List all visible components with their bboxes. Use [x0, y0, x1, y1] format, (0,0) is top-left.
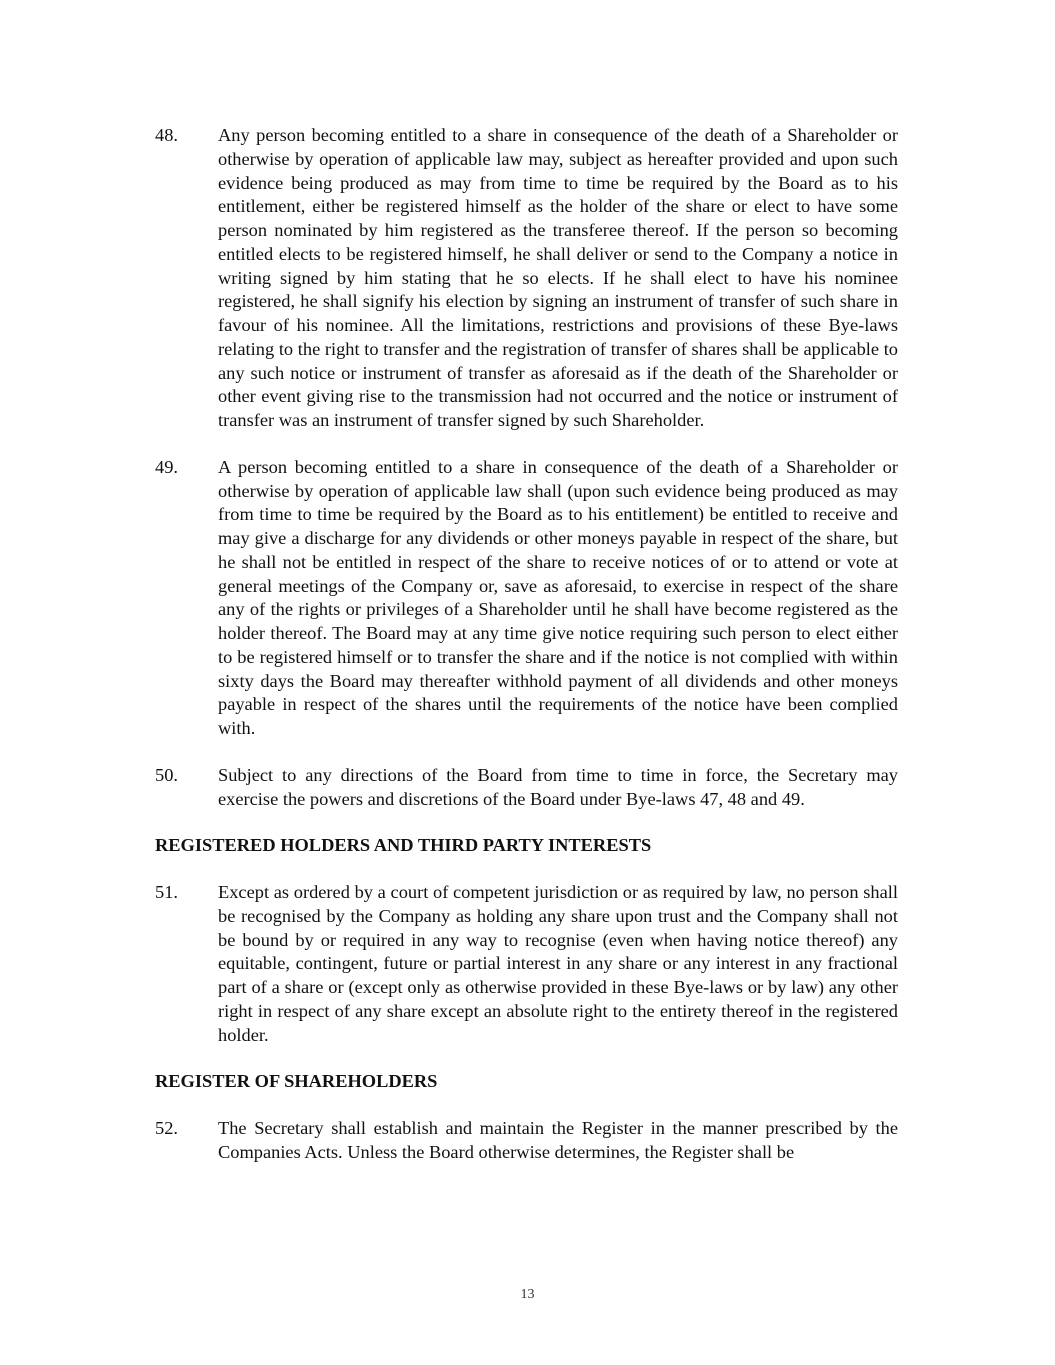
clause-number: 48.	[155, 125, 178, 145]
clause-49	[155, 456, 898, 741]
clause-text: Any person becoming entitled to a share in consequence of the death of a Shareholder or otherwise by operation of applicable law may, subject as hereafter provided and upon such evidence being produced as may from time to time be required by the Board as to his entitlement, either be registered himself as the holder of the share or elect to have some person nominated by him registered as the transferee thereof. If the person so becoming entitled elects to be registered himself, he shall deliver or send to the Company a notice in writing signed by him stating that he so elects. If he shall elect to have his nominee registered, he shall signify his election by signing an instrument of transfer of such share in favour of his nominee. All the limitations, restrictions and provisions of these Bye-laws relating to the right to transfer and the registration of transfer of shares shall be applicable to any such notice or instrument of transfer as aforesaid as if the death of the Shareholder or other event giving rise to the transmission had not occurred and the notice or instrument of transfer was an instrument of transfer signed by such Shareholder.	[218, 125, 898, 430]
clause-text: Except as ordered by a court of competent jurisdiction or as required by law, no person shall be recognised by the Company as holding any share upon trust and the Company shall not be bound by or required in any way to recognise (even when having notice thereof) any equitable, contingent, future or partial interest in any share or any interest in any fractional part of a share or (except only as otherwise provided in these Bye-laws or by law) any other right in respect of any share except an absolute right to the entirety thereof in the registered holder.	[218, 882, 898, 1045]
page-body	[155, 124, 898, 1165]
clause-51	[155, 881, 898, 1047]
clause-number: 52.	[155, 1118, 178, 1138]
clause-text: A person becoming entitled to a share in consequence of the death of a Shareholder or otherwise by operation of applicable law shall (upon such evidence being produced as may from time to time be required by the Board as to his entitlement) be entitled to receive and may give a discharge for any dividends or other moneys payable in respect of the share, but he shall not be entitled in respect of the share to receive notices of or to attend or vote at general meetings of the Company or, save as aforesaid, to exercise in respect of the share any of the rights or privileges of a Shareholder until he shall have become registered as the holder thereof. The Board may at any time give notice requiring such person to elect either to be registered himself or to transfer the share and if the notice is not complied with within sixty days the Board may thereafter withhold payment of all dividends and other moneys payable in respect of the shares until the requirements of the notice have been complied with.	[218, 456, 898, 738]
clause-48	[155, 124, 898, 433]
clause-number: 50.	[155, 764, 178, 785]
clause-52	[155, 1117, 898, 1165]
clause-number: 49.	[155, 456, 178, 477]
section-heading-registered-holders: REGISTERED HOLDERS AND THIRD PARTY INTERESTS	[155, 835, 652, 856]
clause-50	[155, 764, 898, 812]
page-number: 13	[520, 1287, 535, 1302]
clause-number: 51.	[155, 882, 178, 902]
section-heading-register-of-shareholders: REGISTER OF SHAREHOLDERS	[155, 1071, 438, 1092]
clause-text: Subject to any directions of the Board from time to time in force, the Secretary may exercise the powers and discretions of the Board under Bye-laws 47, 48 and 49.	[218, 764, 898, 809]
clause-text: The Secretary shall establish and maintain the Register in the manner prescribed by the Companies Acts. Unless the Board otherwise determines, the Register shall be	[218, 1118, 898, 1162]
